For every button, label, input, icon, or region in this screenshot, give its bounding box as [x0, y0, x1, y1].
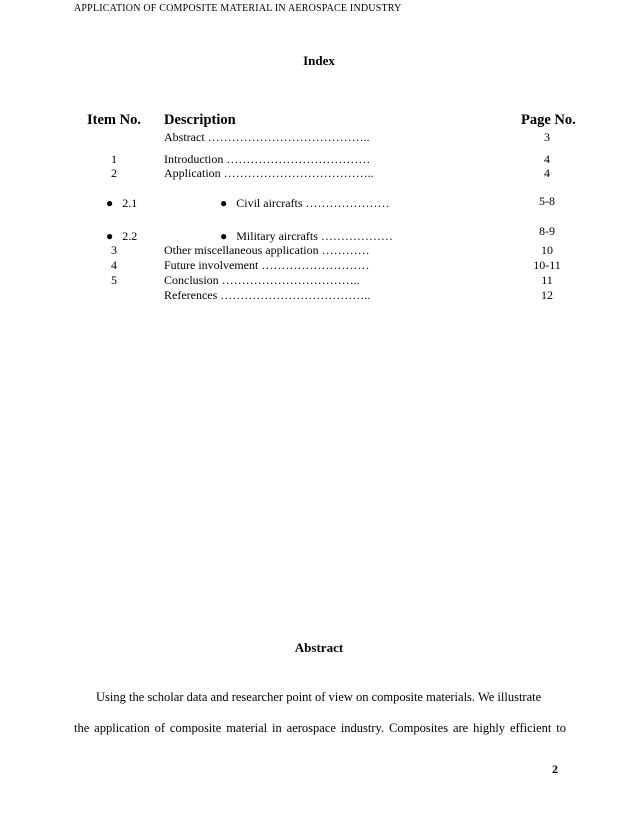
index-row-item — [106, 229, 137, 243]
index-row-page: 8-9 — [539, 224, 555, 238]
index-row-page: 4 — [544, 166, 550, 180]
running-header: APPLICATION OF COMPOSITE MATERIAL IN AEROSPACE INDUSTRY — [74, 3, 402, 14]
index-row-page: 5-8 — [539, 194, 555, 208]
index-row-description: References ……………………………….. — [164, 288, 371, 302]
abstract-title: Abstract — [294, 640, 344, 655]
index-row-description — [220, 229, 393, 243]
index-row-description: Future involvement ……………………… — [164, 258, 370, 272]
bullet-icon: ● — [220, 229, 228, 243]
index-row-page: 10-11 — [533, 258, 561, 272]
index-row-item: 1 — [111, 152, 117, 166]
index-row-page: 4 — [544, 152, 550, 166]
index-row-item — [106, 196, 137, 210]
index-row-description: Abstract ………………………………….. — [164, 130, 370, 144]
index-row-description: Conclusion …………………………….. — [164, 273, 360, 287]
page-no-header: Page No. — [521, 112, 576, 128]
index-row-item: 2 — [111, 166, 117, 180]
bullet-icon: ● — [220, 196, 228, 210]
index-row-item: 3 — [111, 243, 117, 257]
index-row-page: 11 — [541, 273, 553, 287]
index-row-description — [220, 196, 390, 210]
description-header: Description — [164, 112, 236, 128]
bullet-icon: ● — [106, 196, 114, 210]
bullet-icon: ● — [106, 229, 114, 243]
index-row-description: Introduction ……………………………… — [164, 152, 371, 166]
index-row-page: 10 — [541, 243, 553, 257]
index-row-description-text: Military aircrafts ……………… — [236, 229, 393, 243]
index-row-item-number: 2.1 — [122, 196, 138, 210]
index-row-description: Application ……………………………….. — [164, 166, 374, 180]
index-row-item-number: 2.2 — [122, 229, 138, 243]
index-row-description-text: Civil aircrafts ………………… — [236, 196, 390, 210]
index-row-item: 5 — [111, 273, 117, 287]
item-no-header: Item No. — [87, 112, 141, 128]
index-row-description: Other miscellaneous application ………… — [164, 243, 370, 257]
index-title: Index — [303, 53, 335, 68]
abstract-paragraph-line: Using the scholar data and researcher point of view on composite materials. We illustrate — [96, 690, 542, 704]
page-number: 2 — [552, 762, 558, 776]
abstract-paragraph-line: the application of composite material in aerospace industry. Composites are highly efficient to — [74, 721, 566, 735]
index-row-page: 3 — [544, 130, 550, 144]
index-row-item: 4 — [111, 258, 117, 272]
index-row-page: 12 — [541, 288, 553, 302]
